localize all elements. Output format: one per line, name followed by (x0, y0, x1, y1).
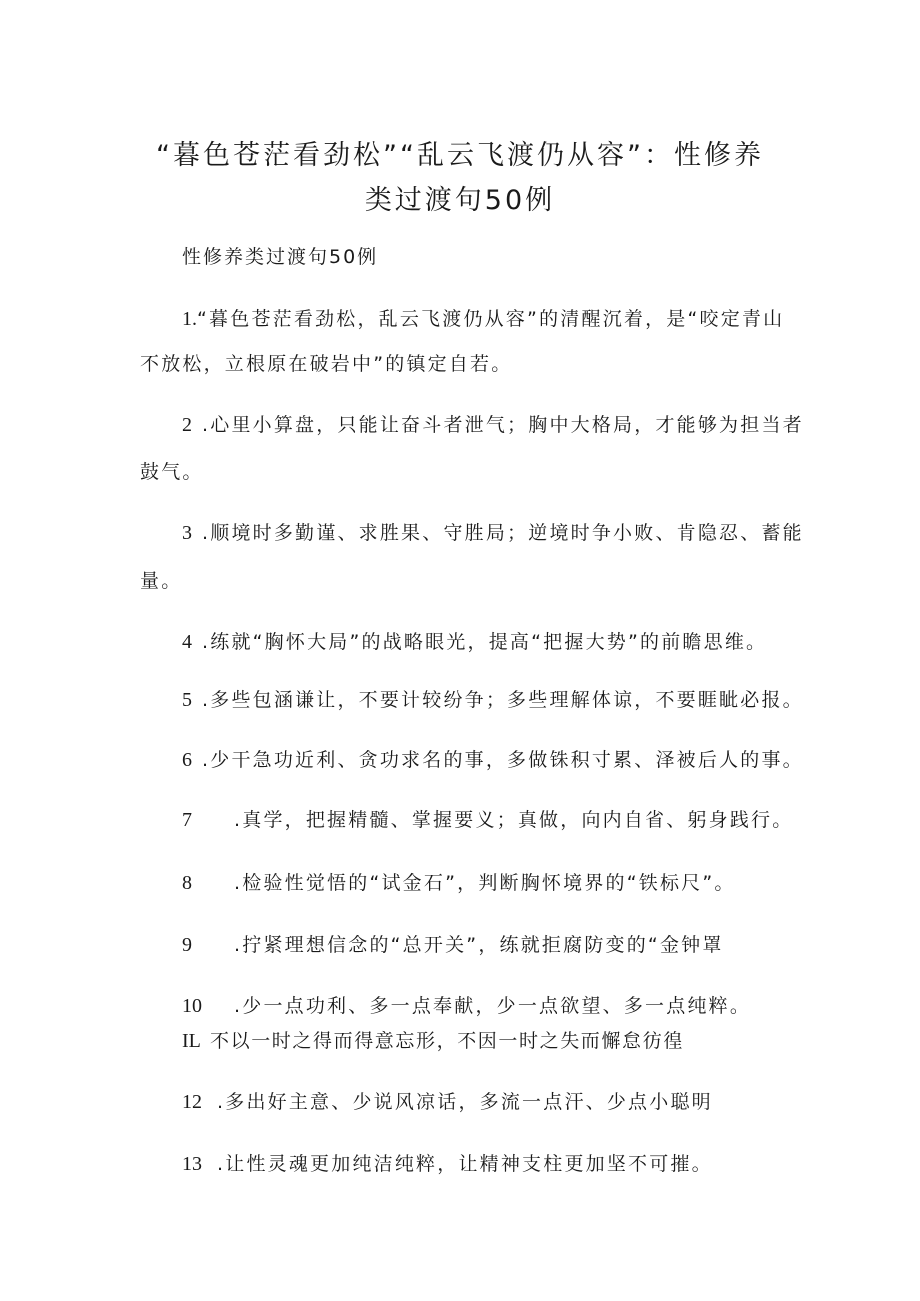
list-item-12 (182, 1092, 713, 1112)
list-item-4 (182, 632, 767, 652)
list-item-text: .顺境时多勤谨、求胜果、守胜局；逆境时争小败、肯隐忍、蓄能 (202, 522, 804, 544)
list-item-number: 1. (182, 308, 197, 330)
list-item-2-line-2: 鼓气。 (140, 461, 204, 483)
list-item-text: .练就“胸怀大局”的战略眼光，提高“把握大势”的前瞻思维。 (202, 631, 768, 653)
list-item-text: .拧紧理想信念的“总开关”，练就拒腐防变的“金钟罩 (234, 934, 724, 956)
list-item-3-line-1 (182, 523, 804, 543)
list-item-3-line-2: 量。 (140, 570, 183, 592)
list-item-number: 6 (182, 749, 192, 771)
list-item-7 (182, 810, 793, 830)
document-title-line-2: 类过渡句50例 (364, 185, 556, 216)
list-item-6 (182, 750, 804, 770)
list-item-number: 3 (182, 522, 192, 544)
list-item-text: .多些包涵谦让，不要计较纷争；多些理解体谅，不要睚眦必报。 (202, 689, 804, 711)
list-item-text: .心里小算盘，只能让奋斗者泄气；胸中大格局，才能够为担当者 (202, 414, 804, 436)
list-item-number: 8 (182, 872, 192, 894)
list-item-number: 10 (182, 995, 202, 1017)
list-item-1-line-2: 不放松，立根原在破岩中”的镇定自若。 (140, 353, 513, 375)
document-title-line-1: “暮色苍茫看劲松”“乱云飞渡仍从容”：性修养 (156, 140, 764, 171)
list-item-number: 2 (182, 414, 192, 436)
list-item-8 (182, 873, 736, 893)
list-item-text: .检验性觉悟的“试金石”，判断胸怀境界的“铁标尺”。 (234, 872, 736, 894)
list-item-number: 12 (182, 1091, 202, 1113)
list-item-text: .少一点功利、多一点奉献，少一点欲望、多一点纯粹。 (234, 995, 752, 1017)
list-item-number: 5 (182, 689, 192, 711)
list-item-text: .多出好主意、少说风凉话，多流一点汗、少点小聪明 (217, 1091, 713, 1113)
list-item-1-line-1 (182, 309, 784, 329)
list-item-text: .真学，把握精髓、掌握要义；真做，向内自省、躬身践行。 (234, 809, 794, 831)
list-item-13 (182, 1154, 713, 1174)
document-subtitle: 性修养类过渡句50例 (182, 246, 379, 268)
list-item-number: 7 (182, 809, 192, 831)
list-item-text: .让性灵魂更加纯洁纯粹，让精神支柱更加坚不可摧。 (217, 1153, 713, 1175)
list-item-11 (182, 1031, 684, 1051)
list-item-number: 13 (182, 1153, 202, 1175)
list-item-number: 9 (182, 934, 192, 956)
list-item-text: .少干急功近利、贪功求名的事，多做铢积寸累、泽被后人的事。 (202, 749, 804, 771)
list-item-number: 4 (182, 631, 192, 653)
list-item-text: “暮色苍茫看劲松，乱云飞渡仍从容”的清醒沉着，是“咬定青山 (197, 308, 785, 330)
list-item-5 (182, 690, 804, 710)
list-item-text: 不以一时之得而得意忘形，不因一时之失而懈怠彷徨 (210, 1030, 684, 1052)
list-item-number: IL (182, 1030, 201, 1052)
list-item-10 (182, 996, 751, 1016)
list-item-9 (182, 935, 724, 955)
list-item-2-line-1 (182, 415, 804, 435)
